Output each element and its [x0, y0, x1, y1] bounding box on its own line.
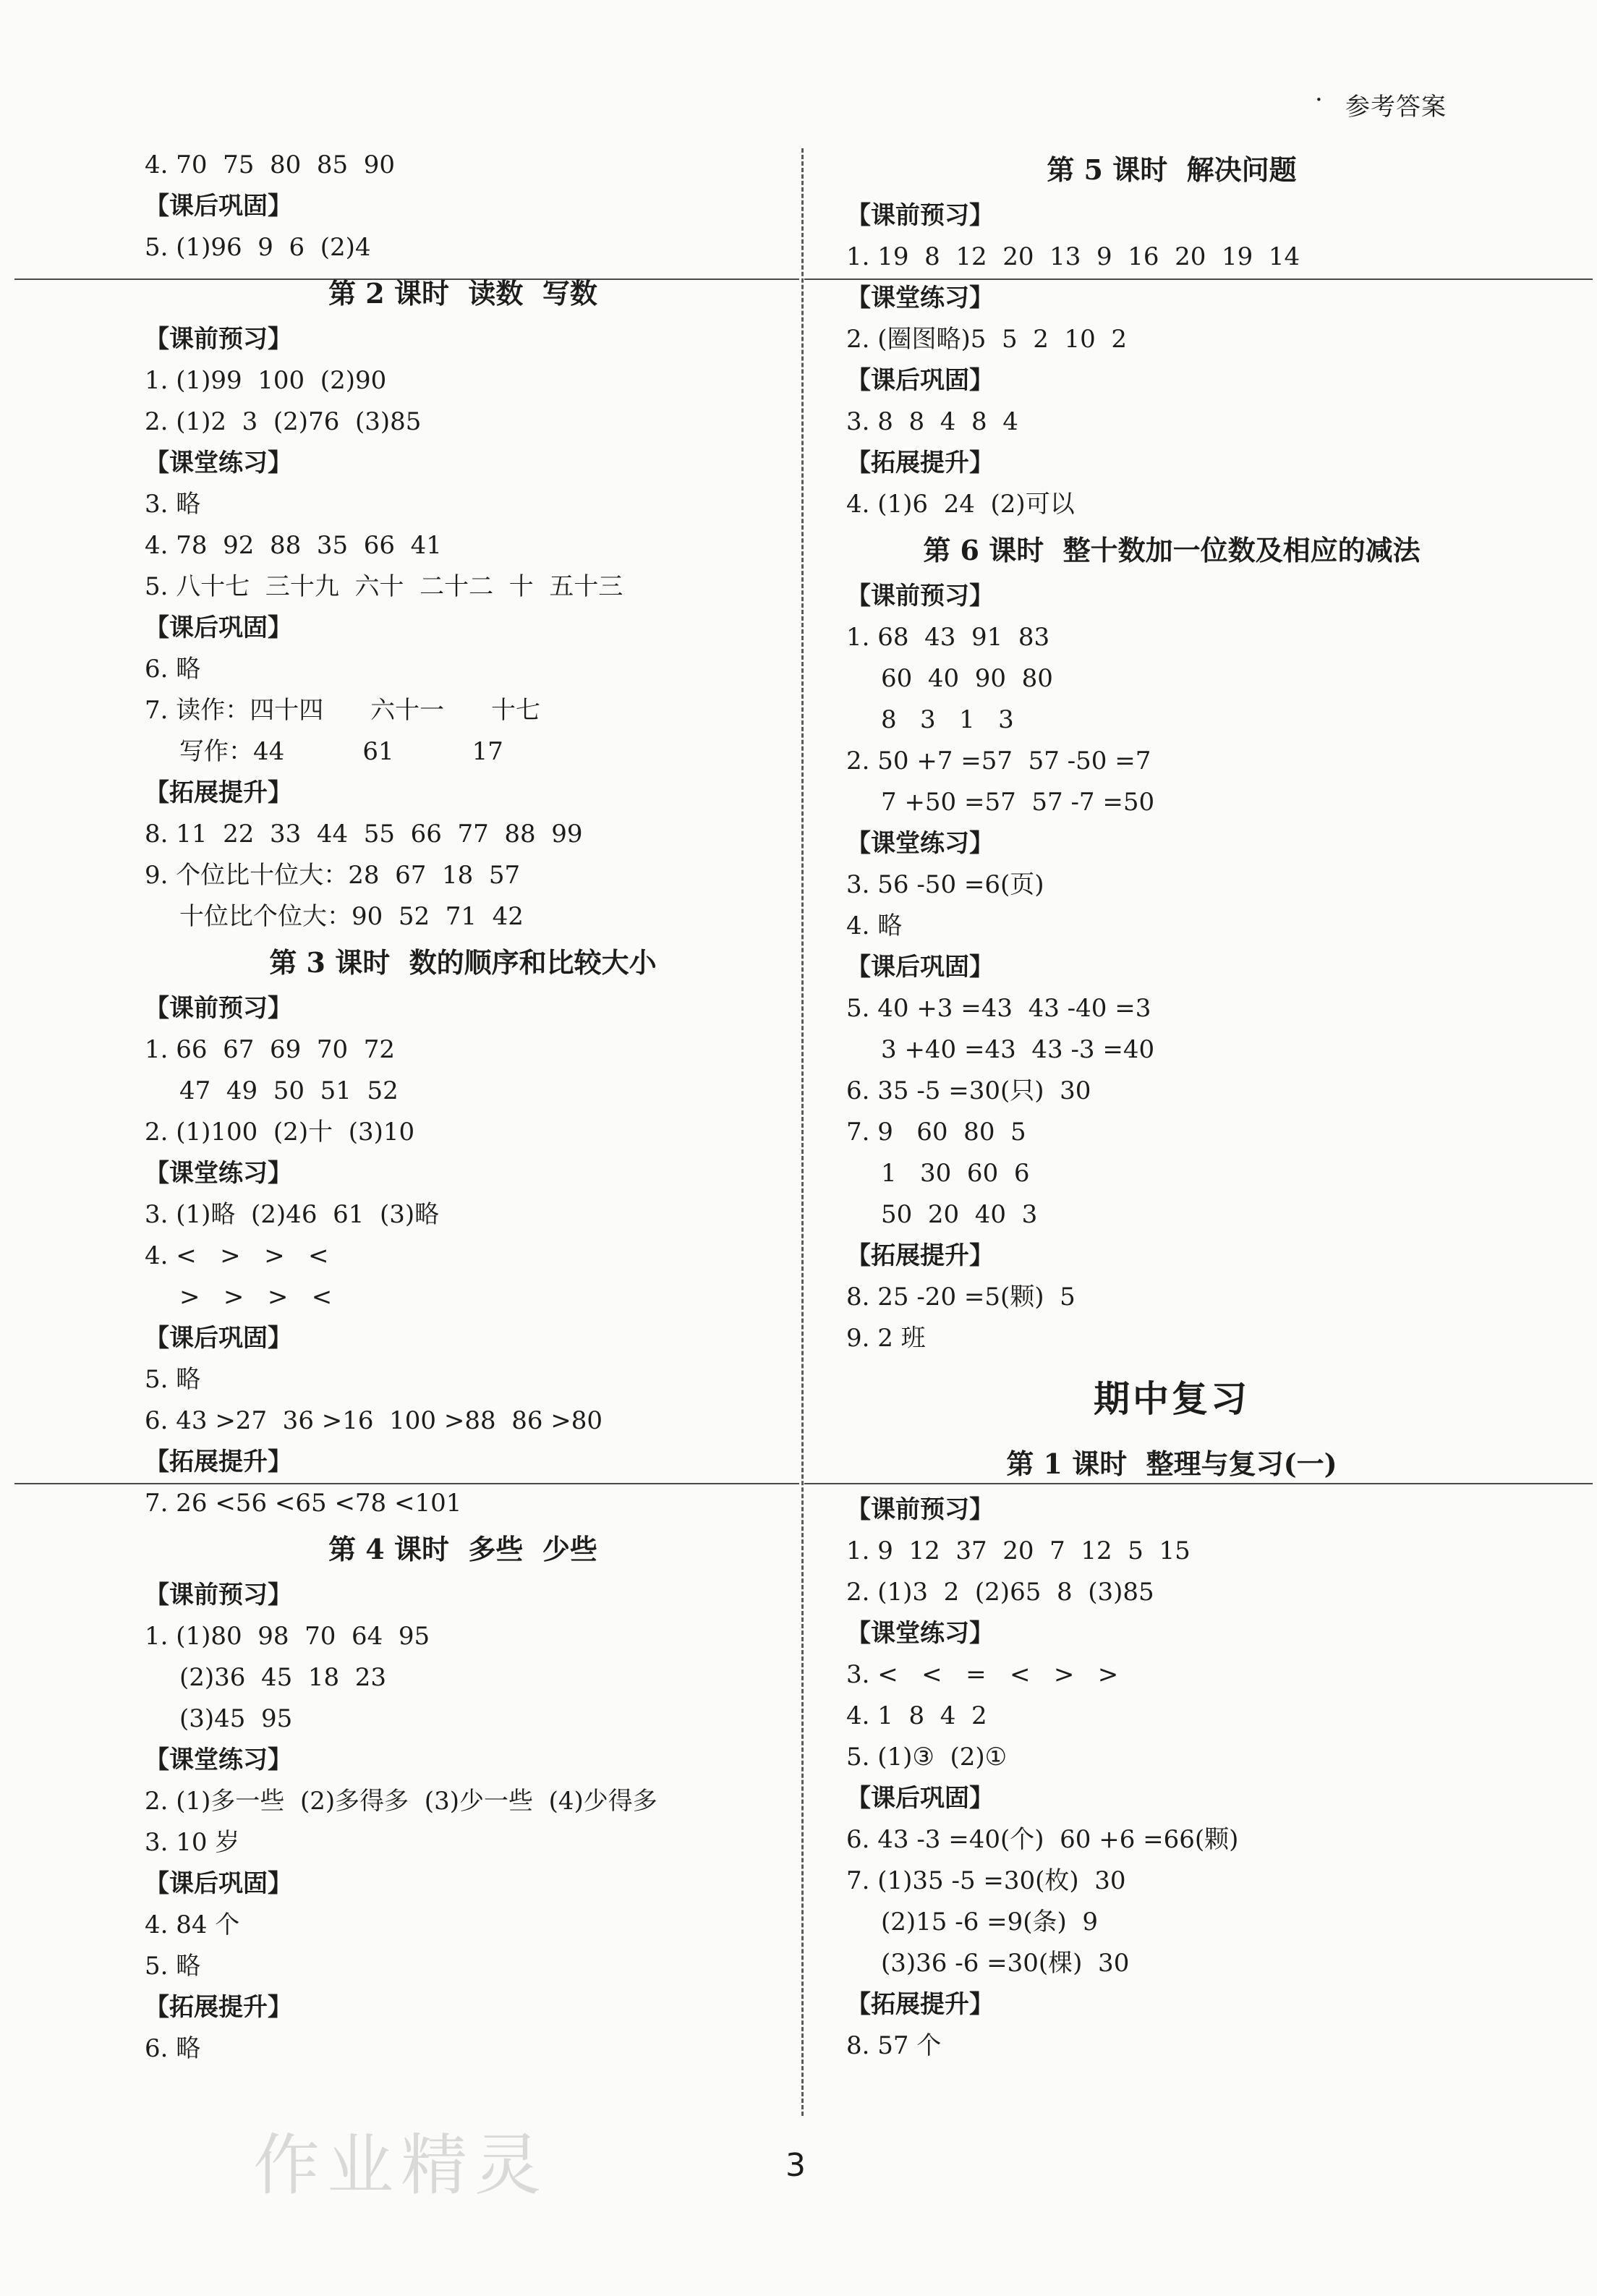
answer-line: 7. 26 <56 <65 <78 <101: [145, 1489, 462, 1518]
answer-line: 6. 43 -3 =40(个) 60 +6 =66(颗): [846, 1825, 1239, 1854]
section-heading: 【课前预习】: [846, 1495, 994, 1524]
answer-line: 1. 9 12 37 20 7 12 5 15: [846, 1536, 1191, 1565]
section-heading: 【拓展提升】: [846, 1990, 994, 2019]
section-heading: 【课堂练习】: [145, 1159, 292, 1188]
answer-line: 9. 个位比十位大：28 67 18 57: [145, 861, 521, 890]
section-heading: 【课前预习】: [145, 1581, 292, 1610]
answer-line: (2)36 45 18 23: [179, 1663, 387, 1692]
column-divider: [801, 148, 804, 2116]
lesson-title: 第 6 课时 整十数加一位数及相应的减法: [923, 534, 1421, 566]
header-dot: ·: [1315, 85, 1323, 114]
answer-line: 写作：44 61 17: [179, 737, 503, 766]
answer-line: 9. 2 班: [846, 1324, 926, 1353]
answer-line: 4. 70 75 80 85 90: [145, 150, 396, 179]
answer-line: 1 30 60 6: [881, 1159, 1030, 1188]
answer-line: 8 3 1 3: [881, 705, 1014, 734]
page-number: 3: [785, 2147, 806, 2184]
lesson-title: 第 5 课时 解决问题: [1047, 153, 1297, 186]
section-heading: 【课前预习】: [145, 994, 292, 1023]
answer-line: 60 40 90 80: [881, 664, 1053, 693]
answer-line: 3. (1)略 (2)46 61 (3)略: [145, 1200, 440, 1229]
right-column: [846, 145, 1497, 2067]
answer-line: 1. 68 43 91 83: [846, 623, 1050, 652]
section-heading: 【课后巩固】: [145, 613, 292, 642]
lesson-title: 第 2 课时 读数 写数: [328, 277, 597, 310]
answer-line: 2. (1)多一些 (2)多得多 (3)少一些 (4)少得多: [145, 1787, 657, 1816]
answer-line: 3. < < = < > >: [846, 1660, 1119, 1689]
answer-line: 2. (1)100 (2)十 (3)10: [145, 1118, 415, 1147]
answer-line: 2. 50 +7 =57 57 -50 =7: [846, 747, 1151, 775]
answer-line: 5. 略: [145, 1365, 201, 1394]
answer-line: 4. 略: [846, 911, 903, 940]
answer-line: 8. 11 22 33 44 55 66 77 88 99: [145, 820, 583, 849]
answer-line: 5. 略: [145, 1952, 201, 1981]
answer-line: 1. (1)80 98 70 64 95: [145, 1622, 430, 1651]
section-heading: 【课堂练习】: [846, 1619, 994, 1648]
left-column: [145, 145, 781, 2070]
answer-line: > > > <: [179, 1283, 333, 1311]
answer-line: 十位比个位大：90 52 71 42: [179, 902, 524, 931]
answer-line: 47 49 50 51 52: [179, 1076, 399, 1105]
answer-line: 2. (1)3 2 (2)65 8 (3)85: [846, 1578, 1154, 1607]
chapter-title: 期中复习: [1094, 1377, 1250, 1420]
answer-line: 7. (1)35 -5 =30(枚) 30: [846, 1866, 1126, 1895]
section-heading: 【课后巩固】: [846, 953, 994, 982]
answer-line: 1. 66 67 69 70 72: [145, 1035, 396, 1064]
answer-line: 7 +50 =57 57 -7 =50: [881, 788, 1155, 817]
answer-line: 2. (1)2 3 (2)76 (3)85: [145, 407, 422, 436]
answer-line: 6. 43 >27 36 >16 100 >88 86 >80: [145, 1406, 603, 1435]
section-heading: 【拓展提升】: [846, 448, 994, 477]
answer-line: 4. 78 92 88 35 66 41: [145, 531, 442, 560]
answer-line: 6. 略: [145, 655, 201, 684]
answer-line: 50 20 40 3: [881, 1200, 1038, 1229]
lesson-title: 第 1 课时 整理与复习(一): [1006, 1447, 1337, 1480]
answer-line: 5. (1)③ (2)①: [846, 1743, 1008, 1772]
section-heading: 【课堂练习】: [846, 284, 994, 312]
answer-line: 5. 八十七 三十九 六十 二十二 十 五十三: [145, 572, 623, 601]
answer-line: 2. (圈图略)5 5 2 10 2: [846, 325, 1128, 354]
answer-line: 7. 9 60 80 5: [846, 1118, 1026, 1147]
answer-line: 1. (1)99 100 (2)90: [145, 366, 387, 395]
answer-line: 3 +40 =43 43 -3 =40: [881, 1035, 1155, 1064]
answer-line: 3. 8 8 4 8 4: [846, 407, 1018, 436]
section-heading: 【课堂练习】: [145, 448, 292, 477]
answer-line: 3. 略: [145, 490, 201, 519]
section-heading: 【拓展提升】: [145, 778, 292, 807]
section-heading: 【课后巩固】: [145, 1869, 292, 1898]
answer-line: 6. 略: [145, 2034, 201, 2063]
answer-line: 4. < > > <: [145, 1241, 329, 1270]
section-heading: 【课前预习】: [846, 201, 994, 230]
answer-line: 3. 10 岁: [145, 1828, 240, 1857]
answer-line: 3. 56 -50 =6(页): [846, 870, 1044, 899]
section-heading: 【课前预习】: [145, 325, 292, 354]
answer-line: 4. 84 个: [145, 1910, 240, 1939]
section-heading: 【课堂练习】: [846, 829, 994, 858]
answer-line: 5. 40 +3 =43 43 -40 =3: [846, 994, 1151, 1023]
section-heading: 【拓展提升】: [145, 1447, 292, 1476]
answer-line: 8. 57 个: [846, 2031, 942, 2060]
section-heading: 【课后巩固】: [145, 1324, 292, 1353]
watermark: 作业精灵: [253, 2127, 549, 2204]
answer-line: (3)45 95: [179, 1704, 293, 1733]
answer-line: 1. 19 8 12 20 13 9 16 20 19 14: [846, 242, 1300, 271]
section-heading: 【课后巩固】: [846, 1784, 994, 1813]
section-heading: 【课后巩固】: [846, 366, 994, 395]
lesson-title: 第 4 课时 多些 少些: [328, 1533, 597, 1565]
section-heading: 【课堂练习】: [145, 1746, 292, 1774]
answer-line: 5. (1)96 9 6 (2)4: [145, 233, 371, 262]
answer-line: 4. 1 8 4 2: [846, 1701, 987, 1730]
section-heading: 【拓展提升】: [846, 1241, 994, 1270]
section-heading: 【课后巩固】: [145, 192, 292, 221]
answer-line: (2)15 -6 =9(条) 9: [881, 1908, 1099, 1936]
section-heading: 【课前预习】: [846, 582, 994, 611]
answer-line: (3)36 -6 =30(棵) 30: [881, 1949, 1130, 1978]
section-heading: 【拓展提升】: [145, 1993, 292, 2022]
answer-line: 8. 25 -20 =5(颗) 5: [846, 1283, 1076, 1311]
answer-line: 6. 35 -5 =30(只) 30: [846, 1076, 1091, 1105]
page-header: 参考答案: [1345, 93, 1447, 122]
lesson-title: 第 3 课时 数的顺序和比较大小: [269, 946, 657, 979]
answer-line: 4. (1)6 24 (2)可以: [846, 490, 1075, 519]
answer-line: 7. 读作：四十四 六十一 十七: [145, 696, 540, 725]
